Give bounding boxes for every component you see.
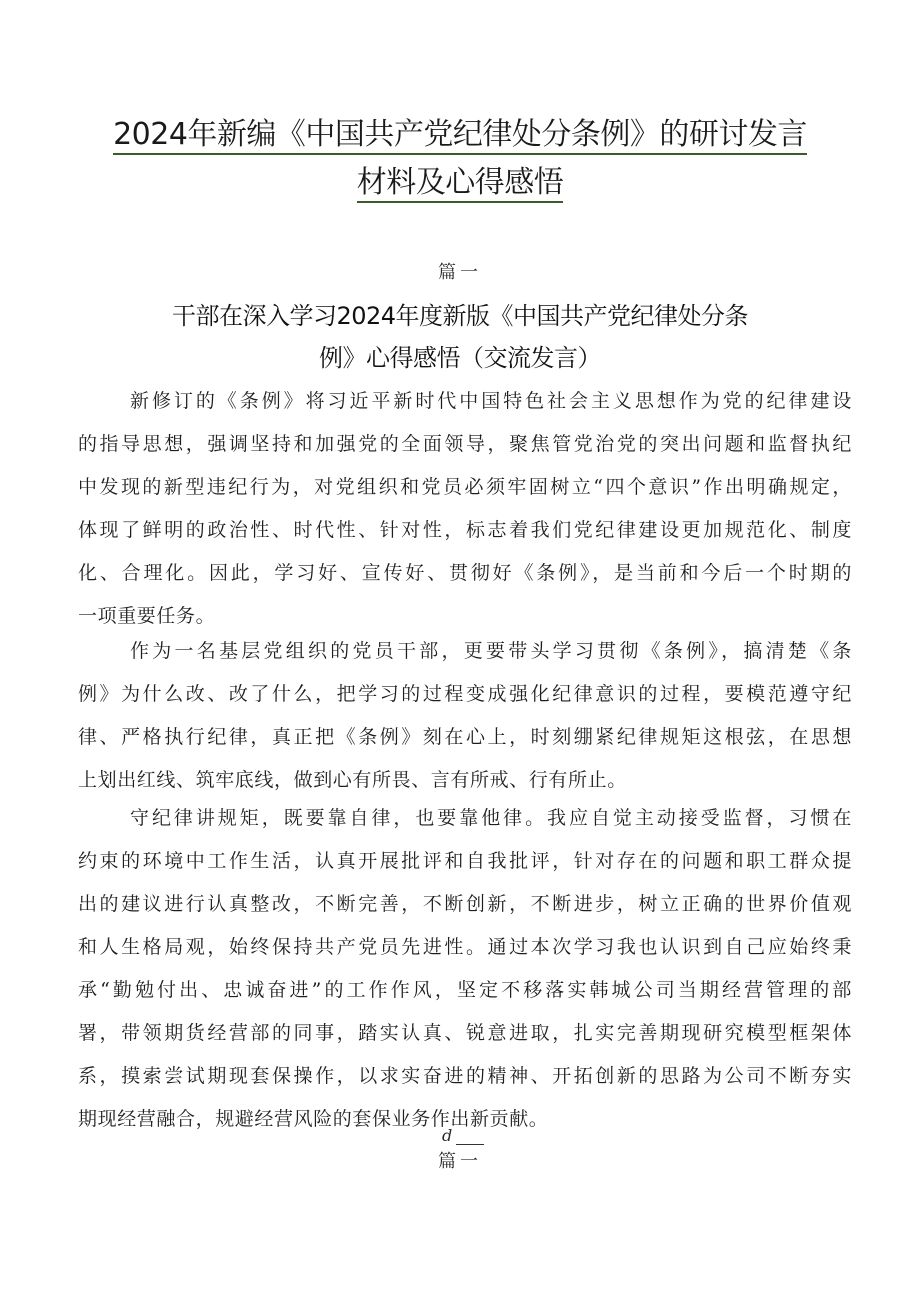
paragraph-3-line: 出的建议进行认真整改，不断完善，不断创新，不断进步，树立正确的世界价值观: [78, 893, 852, 915]
paragraph-2-line: 律、严格执行纪律，真正把《条例》刻在心上，时刻绷紧纪律规矩这根弦，在思想: [78, 726, 852, 748]
paragraph-3-line: 和人生格局观，始终保持共产党员先进性。通过本次学习我也认识到自己应始终秉: [78, 936, 852, 958]
paragraph-3-line: 期现经营融合，规避经营风险的套保业务作出新贡献。: [78, 1108, 549, 1130]
paragraph-1-line: 中发现的新型违纪行为，对党组织和党员必须牢固树立“四个意识”作出明确规定，: [78, 476, 852, 498]
article-heading-line-2: 例》心得感悟（交流发言）: [319, 344, 601, 372]
paragraph-1-line: 新修订的《条例》将习近平新时代中国特色社会主义思想作为党的纪律建设: [130, 390, 852, 412]
document-title-line-2: 材料及心得感悟: [60, 163, 860, 203]
paragraph-3-line: 约束的环境中工作生活，认真开展批评和自我批评，针对存在的问题和职工群众提: [78, 850, 852, 872]
page-mark-rule: [456, 1144, 484, 1145]
paragraph-3-line: 守纪律讲规矩，既要靠自律，也要靠他律。我应自觉主动接受监督，习惯在: [130, 807, 852, 829]
page-mark: d: [442, 1126, 453, 1145]
paragraph-1-line: 一项重要任务。: [78, 605, 216, 627]
section-label: 篇一: [438, 262, 482, 283]
paragraph-1-line: 体现了鲜明的政治性、时代性、针对性，标志着我们党纪律建设更加规范化、制度: [78, 519, 852, 541]
paragraph-1-line: 的指导思想，强调坚持和加强党的全面领导，聚焦管党治党的突出问题和监督执纪: [78, 433, 852, 455]
paragraph-3-line: 署，带领期货经营部的同事，踏实认真、锐意进取，扎实完善期现研究模型框架体: [78, 1022, 852, 1044]
paragraph-3-line: 承“勤勉付出、忠诚奋进”的工作作风，坚定不移落实韩城公司当期经营管理的部: [78, 979, 852, 1001]
paragraph-2-line: 作为一名基层党组织的党员干部，更要带头学习贯彻《条例》，搞清楚《条: [130, 640, 852, 662]
paragraph-1-line: 化、合理化。因此，学习好、宣传好、贯彻好《条例》，是当前和今后一个时期的: [78, 562, 852, 584]
paragraph-3-line: 系，摸索尝试期现套保操作，以求实奋进的精神、开拓创新的思路为公司不断夯实: [78, 1065, 852, 1087]
next-section-label: 篇一: [438, 1151, 482, 1172]
article-heading-line-1: 干部在深入学习2024年度新版《中国共产党纪律处分条: [171, 302, 749, 330]
paragraph-2-line: 上划出红线、筑牢底线，做到心有所畏、言有所戒、行有所止。: [78, 769, 627, 791]
paragraph-2-line: 例》为什么改、改了什么，把学习的过程变成强化纪律意识的过程，要模范遵守纪: [78, 683, 852, 705]
document-title-line-1: 2024年新编《中国共产党纪律处分条例》的研讨发言: [60, 115, 860, 155]
